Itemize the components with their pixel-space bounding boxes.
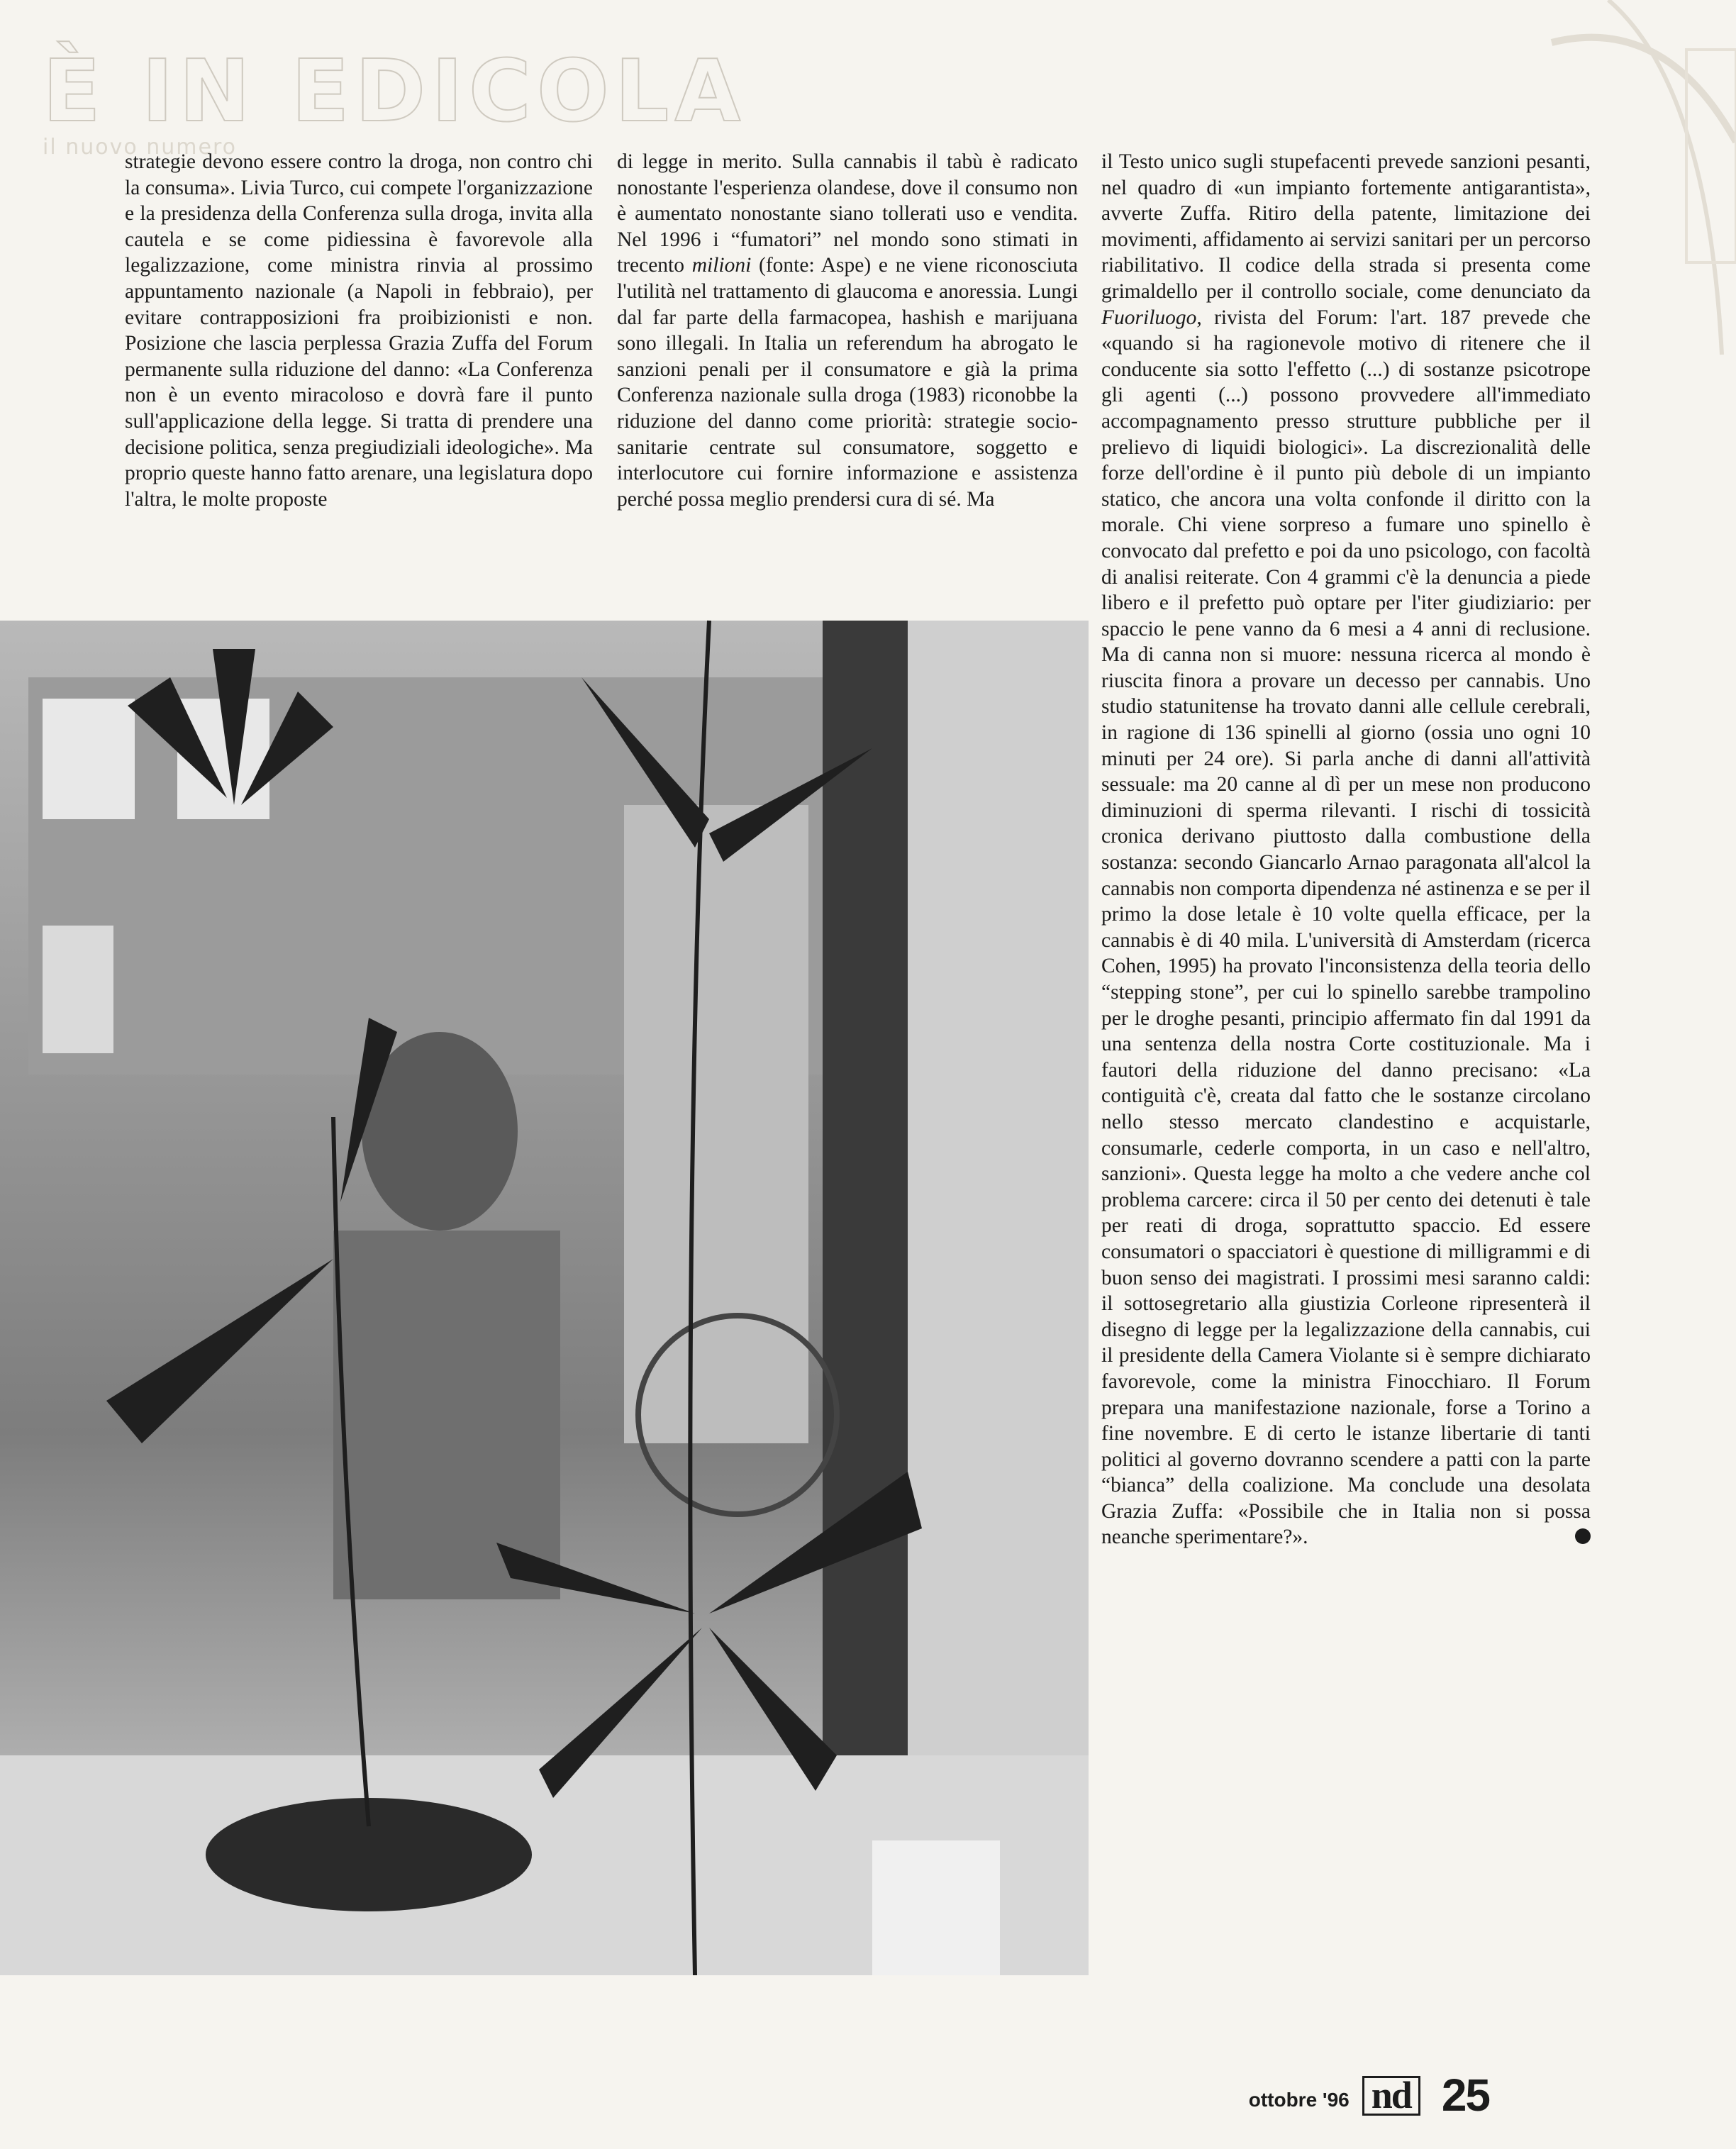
issue-date: ottobre '96 [1248,2089,1350,2111]
article-paragraph: strategie devono essere contro la droga, non contro chi la consuma». Livia Turco, cui compete l'organizzazione e la presidenza della Conferenza sulla droga, invita alla cautela e se come pidiessina è favorevole alla legalizzazione, come ministra rinvia al prossimo appuntamento nazionale (a Napoli in febbraio), per evitare contrapposizioni fra proibizionisti e non. Posizione che lascia perplessa Grazia Zuffa del Forum permanente sulla riduzione del danno: «La Conferenza non è un evento miracoloso e dovrà fare il punto sull'applicazione della legge. Si tratta di prendere una decisione politica, senza pregiudiziali ideologiche». Ma proprio queste hanno fatto arenare, una legislatura dopo l'altra, le molte proposte [125,150,593,511]
text-run: , rivista del Forum: l'art. 187 prevede che «quando si ha ragionevole motivo di ritenere che il conducente sia sotto l'effetto (...) di sostanze psicotrope gli agenti (...) possono provvedere all'immediato accompagnamento presso strutture pubbliche per il prelievo di liquidi biologici». La discrezionalità delle forze dell'ordine è il punto più debole di un impianto statico, che ancora una volta confonde il diritto con la morale. Chi viene sorpreso a fumare uno spinello è convocato dal prefetto e poi da uno psicologo, con facoltà di analisi reiterate. Con 4 grammi c'è la denuncia a piede libero e il prefetto può optare per l'iter giudiziario: per spaccio le pene vanno da 6 mesi a 4 anni di reclusione. Ma di canna non si muore: nessuna ricerca al mondo è riuscita finora a provare un decesso per cannabis. Uno studio statunitense ha trovato danni alle cellule cerebrali, in ragione di 136 spinelli al giorno (ossia uno ogni 10 minuti per 24 ore). Si parla anche di danni all'attività sessuale: ma 20 canne al dì per un mese non producono diminuzioni di sperma rilevanti. I rischi di tossicità cronica derivano piuttosto dalla combustione della sostanza: secondo Giancarlo Arnao paragonata all'alcol la cannabis non comporta dipendenza né astinenza e se per il primo la dose letale è 10 volte quella efficace, per la cannabis è di 40 mila. L'università di Amsterdam (ricerca Cohen, 1995) ha provato l'inconsistenza della teoria dello “stepping stone”, per cui lo spinello sarebbe trampolino per le droghe pesanti, principio affermato fin dal 1991 da una sentenza della nostra Corte costituzionale. Ma i fautori della riduzione del danno precisano: «La contiguità c'è, creata dal fatto che le sostanze circolano nello stesso mercato clandestino e acquistarle, consumarle, cederle comporta, in un caso e nell'altro, sanzioni». Questa legge ha molto a che vedere anche col problema carcere: circa il 50 per cento dei detenuti è tale per reati di droga, soprattutto spaccio. Ed essere consumatori o spacciatori è questione di milligrammi e di buon senso dei magistrati. I prossimi mesi saranno caldi: il sottosegretario alla giustizia Corleone ripresenterà il disegno di legge per la legalizzazione della cannabis, cui il presidente della Camera Violante si è sempre dichiarato favorevole, come la ministra Finocchiaro. Il Forum prepara una manifestazione nazionale, forse a Torino a fine novembre. E di certo le istanze libertarie di tanti politici al governo dovranno scendere a patti con la parte “bianca” della coalizione. Ma conclude una desolata Grazia Zuffa: «Possibile che in Italia non si possa neanche sperimentare?». [1101,306,1591,1549]
article-column-2 [617,149,1078,512]
text-run: di legge in merito. Sulla cannabis il tabù è radicato nonostante l'esperienza olandese, dove il consumo non è aumentato nonostante siano tollerati uso e vendita. Nel 1996 i “fumatori” nel mondo sono stimati in trecento [617,150,1078,277]
article-photo [0,621,1089,1975]
article-paragraph [1101,149,1591,1550]
ghost-header-title: È IN EDICOLA [43,43,747,141]
article-column-3 [1101,149,1591,1550]
ghost-header [28,28,747,160]
end-of-article-bullet [1575,1528,1591,1544]
italic-text: Fuoriluogo [1101,306,1197,329]
page-number: 25 [1441,2070,1489,2121]
article-paragraph [617,149,1078,512]
ghost-header-subtitle: il nuovo numero [43,135,237,160]
cannabis-window-photo [0,621,1089,1975]
text-run: il Testo unico sugli stupefacenti prevede sanzioni pesanti, nel quadro di «un impianto fortemente antigarantista», avverte Zuffa. Ritiro della patente, limitazione dei movimenti, affidamento ai servizi sanitari per un percorso riabilitativo. Il codice della strada si presenta come grimaldello per il controllo sociale, come denunciato da [1101,150,1591,303]
italic-text: milioni [691,254,752,277]
text-run: (fonte: Aspe) e ne viene riconosciuta l'utilità nel trattamento di glaucoma e anoressia. Lungi dal far parte della farmacopea, hashish e marijuana sono illegali. In Italia un referendum ha abrogato le sanzioni penali per il consumatore e già la prima Conferenza nazionale sulla droga (1983) riconobbe la riduzione del danno come priorità: strategie socio-sanitarie centrate sul consumatore, soggetto e interlocutore cui fornire informazione e assistenza perché possa meglio prendersi cura di sé. Ma [617,254,1079,511]
magazine-logo: nd [1362,2076,1420,2116]
article-column-1 [125,149,593,512]
page-footer [1248,2070,1489,2121]
